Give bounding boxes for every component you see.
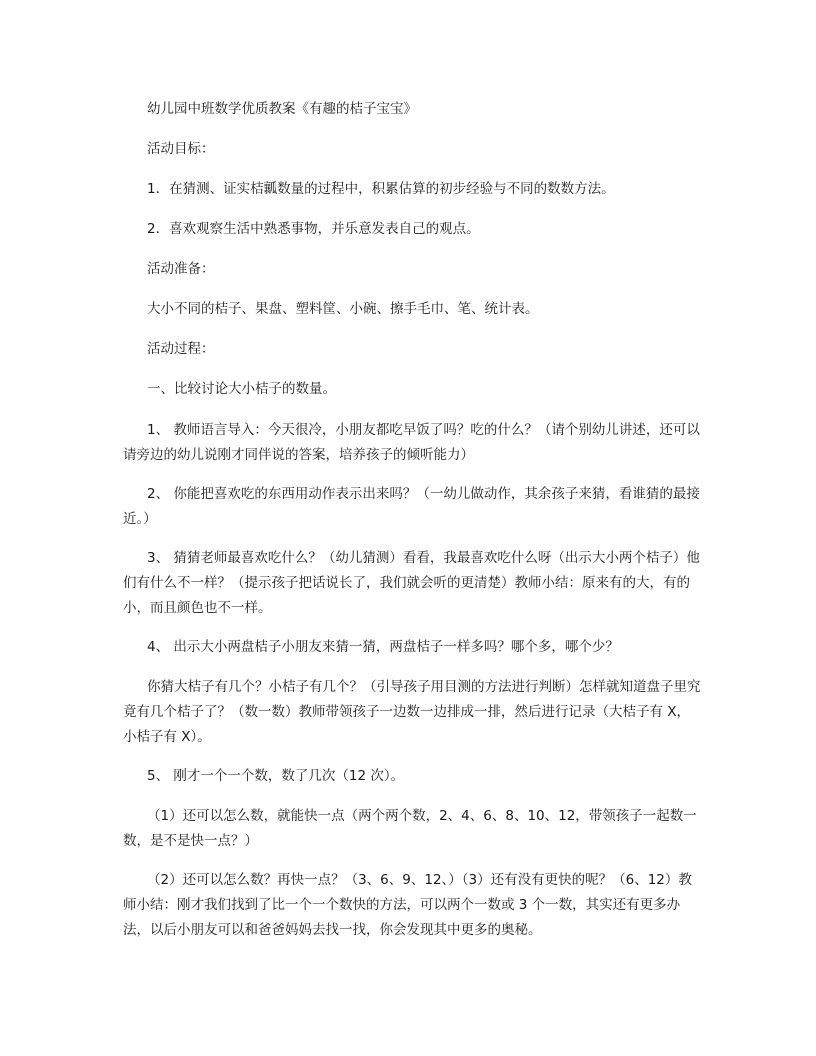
goal-heading: 活动目标： (147, 141, 215, 157)
goal-item-1: 1．在猜测、证实桔瓤数量的过程中，积累估算的初步经验与不同的数数方法。 (147, 181, 615, 197)
prep-heading: 活动准备： (147, 261, 215, 277)
document-title: 幼儿园中班数学优质教案《有趣的桔子宝宝》 (147, 101, 417, 117)
step-5-1-paragraph: （1）还可以怎么数，就能快一点（两个两个数，2、4、6、8、10、12，带领孩子一起数一数，是不是快一点？） (123, 808, 697, 849)
step-4-detail-paragraph: 你猜大桔子有几个？小桔子有几个？（引导孩子用目测的方法进行判断）怎样就知道盘子里究竟有几个桔子了？（数一数）教师带领孩子一边数一边排成一排，然后进行记录（大桔子有 X，小桔子有 X）。 (123, 679, 701, 745)
step-2-paragraph: 2、 你能把喜欢吃的东西用动作表示出来吗？（一幼儿做动作，其余孩子来猜，看谁猜的最接近。） (123, 486, 700, 527)
process-heading: 活动过程： (147, 341, 215, 357)
step-1-paragraph: 1、 教师语言导入：今天很冷，小朋友都吃早饭了吗？吃的什么？（请个别幼儿讲述，还可以请旁边的幼儿说刚才同伴说的答案，培养孩子的倾听能力） (123, 422, 700, 463)
prep-text: 大小不同的桔子、果盘、塑料筐、小碗、擦手毛巾、笔、统计表。 (147, 301, 539, 317)
step-5-paragraph: 5、 刚才一个一个数，数了几次（12 次）。 (147, 768, 405, 784)
goal-item-2: 2．喜欢观察生活中熟悉事物，并乐意发表自己的观点。 (147, 221, 480, 237)
step-4-paragraph: 4、 出示大小两盘桔子小朋友来猜一猜，两盘桔子一样多吗？哪个多，哪个少？ (147, 639, 619, 655)
step-3-paragraph: 3、 猜猜老师最喜欢吃什么？（幼儿猜测）看看，我最喜欢吃什么呀（出示大小两个桔子）他们有什么不一样？（提示孩子把话说长了，我们就会听的更清楚）教师小结：原来有的大，有的小，而且颜色也不一样。 (123, 550, 700, 616)
section-heading-1: 一、比较讨论大小桔子的数量。 (147, 381, 336, 397)
step-5-2-paragraph: （2）还可以怎么数？再快一点？（3、6、9、12、）（3）还有没有更快的呢？（6、12）教师小结：刚才我们找到了比一个一个数快的方法，可以两个一数或 3 个一数，其实还有更多办法，以后小朋友可以和爸爸妈妈去找一找，你会发现其中更多的奥秘。 (123, 872, 692, 938)
